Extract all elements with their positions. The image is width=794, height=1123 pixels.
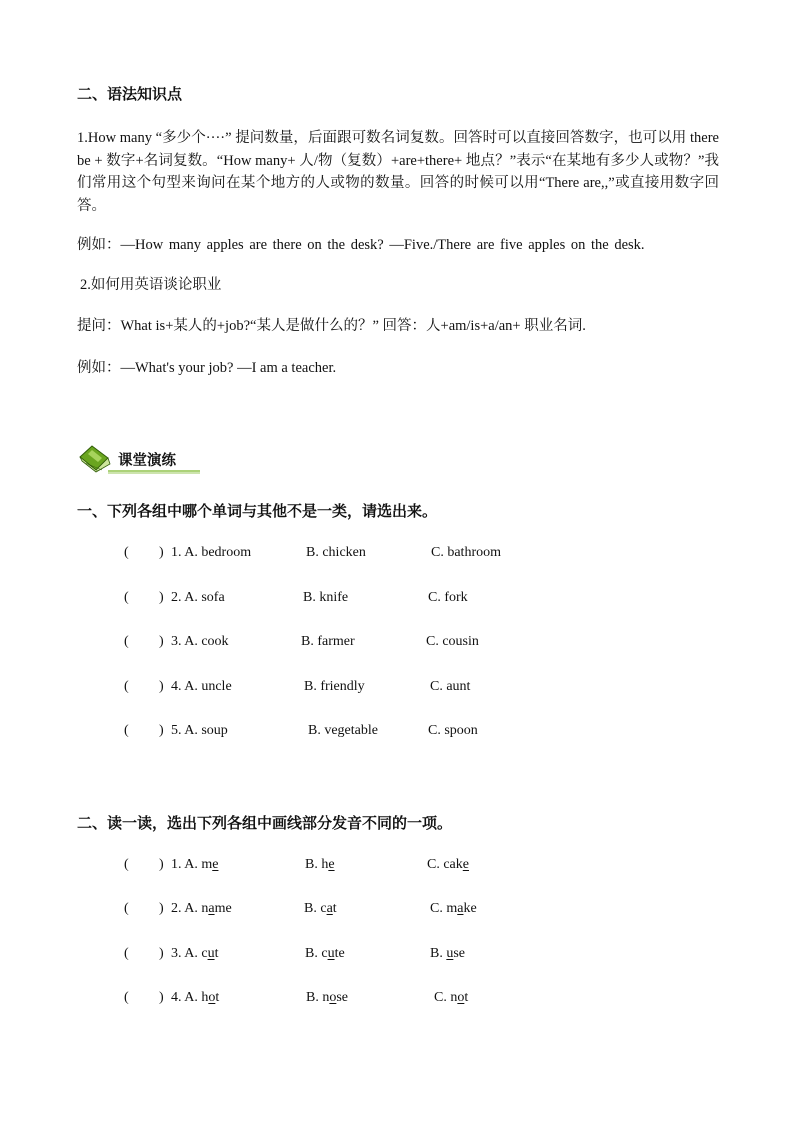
answer-paren-open: ( [124,590,129,605]
answer-paren-open: ( [124,857,129,872]
option-a: 3. A. cook [171,634,229,649]
option-b: B. nose [306,990,349,1005]
option-a: 4. A. uncle [171,679,232,694]
option-b: B. he [305,857,335,872]
answer-paren-open: ( [124,990,129,1005]
option-b: B. cat [304,901,337,916]
option-c: C. fork [428,590,468,605]
option-c: C. cake [427,857,469,872]
answer-paren-close: ) [159,901,164,916]
answer-paren-close: ) [159,946,164,961]
grammar-example-2: 例如：—What's your job? —I am a teacher. [77,360,337,376]
option-a: 5. A. soup [171,723,228,738]
option-c: C. make [430,901,477,916]
option-b: B. cute [305,946,345,961]
answer-paren-close: ) [159,545,164,560]
banner-label: 课堂演练 [118,453,176,469]
option-a: 2. A. name [171,901,232,916]
option-c: C. spoon [428,723,478,738]
grammar-question-pattern: 提问：What is+某人的+job?“某人是做什么的？” 回答：人+am/is+a/an+ 职业名词. [77,318,586,334]
option-c: C. not [434,990,469,1005]
option-a: 3. A. cut [171,946,219,961]
answer-paren-open: ( [124,723,129,738]
answer-paren-close: ) [159,590,164,605]
answer-paren-close: ) [159,857,164,872]
option-c: C. aunt [430,679,471,694]
answer-paren-open: ( [124,946,129,961]
option-a: 4. A. hot [171,990,220,1005]
grammar-example-1: 例如：—How many apples are there on the desk? —Five./There are five apples on the desk. [77,237,645,253]
option-a: 2. A. sofa [171,590,225,605]
option-b: B. chicken [306,545,366,560]
option-c: C. cousin [426,634,479,649]
option-b: B. knife [303,590,349,605]
answer-paren-open: ( [124,545,129,560]
section1-heading: 一、下列各组中哪个单词与其他不是一类，请选出来。 [77,502,438,520]
grammar-heading: 二、语法知识点 [77,85,183,103]
answer-paren-close: ) [159,679,164,694]
answer-paren-close: ) [159,723,164,738]
option-c: C. bathroom [431,545,501,560]
section2-heading: 二、读一读，选出下列各组中画线部分发音不同的一项。 [77,814,453,832]
answer-paren-open: ( [124,634,129,649]
option-c: B. use [430,946,466,961]
option-b: B. vegetable [308,723,378,738]
option-a: 1. A. me [171,857,219,872]
option-a: 1. A. bedroom [171,545,252,560]
answer-paren-close: ) [159,634,164,649]
option-b: B. farmer [301,634,355,649]
answer-paren-open: ( [124,901,129,916]
answer-paren-close: ) [159,990,164,1005]
grammar-paragraph-2-title: 2.如何用英语谈论职业 [80,277,222,293]
option-b: B. friendly [304,679,365,694]
answer-paren-open: ( [124,679,129,694]
grammar-paragraph-1: 1.How many “多少个····” 提问数量，后面跟可数名词复数。回答时可以直接回答数字，也可以用 there be + 数字+名词复数。“How many+ 人/物（复数）+are+there+ 地点？”表示“在某地有多少人或物？”我们常用这个句型来询问在某个地方的人或物的数量。回答的时候可以用“There are,,”或直接用数字回答。 [77,130,719,214]
